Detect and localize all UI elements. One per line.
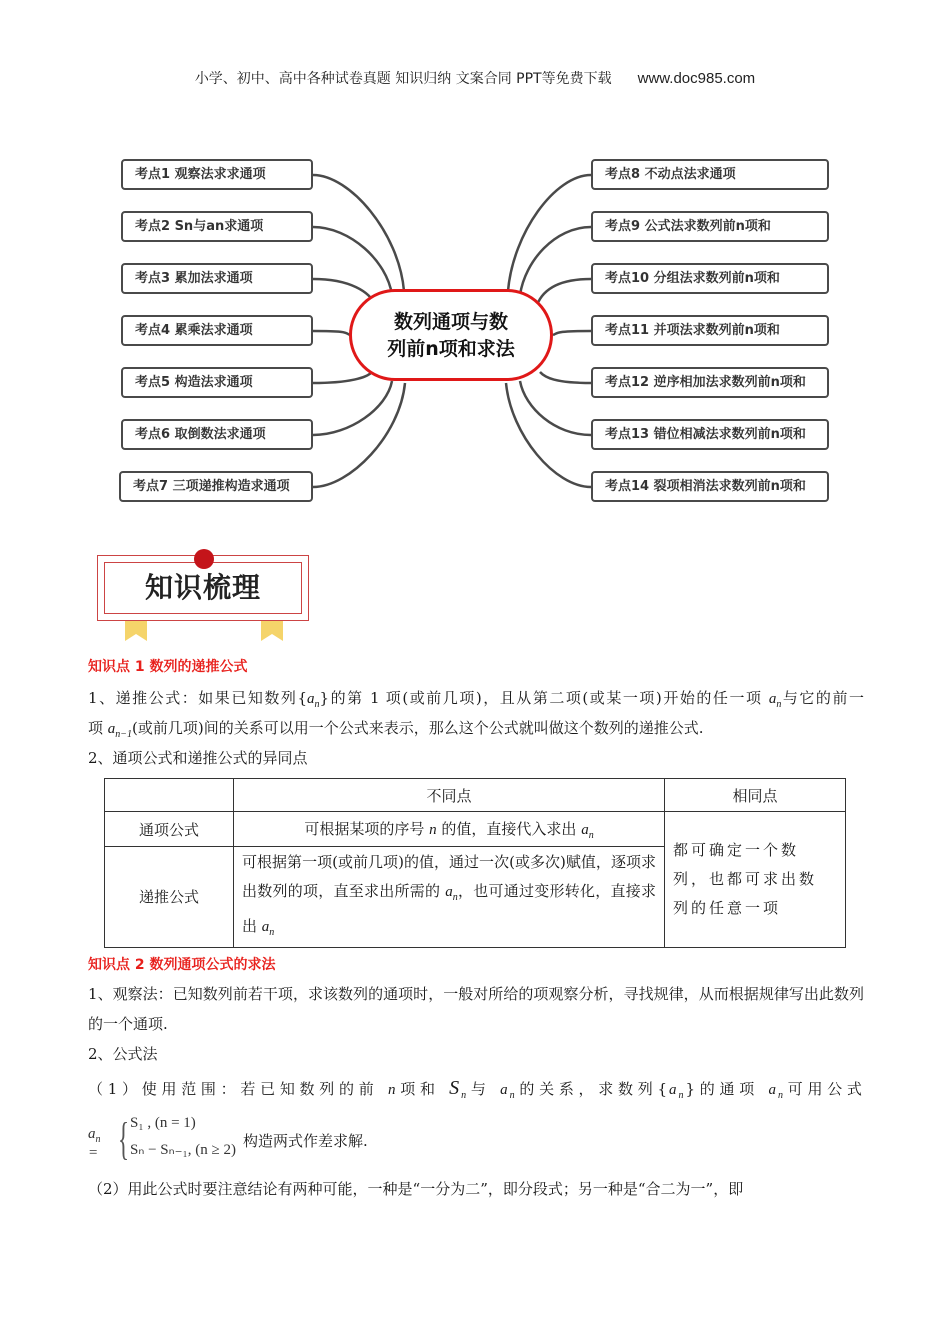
mindmap-node-13: 考点13 错位相减法求数列前n项和	[591, 419, 829, 450]
connector-left-6	[313, 381, 392, 435]
section2-paragraph1: 1、观察法：已知数列前若干项，求该数列的通项时，一般对所给的项观察分析，寻找规律，从而根据规律写出此数列的一个通项.	[88, 985, 864, 1033]
text: 与它的前一	[781, 689, 864, 707]
mindmap-node-7: 考点7 三项递推构造求通项	[119, 471, 313, 502]
connector-right-4	[553, 331, 591, 335]
math: n	[314, 699, 320, 710]
math: a	[581, 821, 589, 838]
text: 的通项	[697, 1080, 759, 1098]
mindmap-node-1: 考点1 观察法求求通项	[121, 159, 313, 190]
math: a	[500, 1082, 510, 1098]
math: n	[776, 699, 782, 710]
mindmap-node-4: 考点4 累乘法求通项	[121, 315, 313, 346]
table-row	[105, 812, 846, 847]
mindmap-node-3: 考点3 累加法求通项	[121, 263, 313, 294]
mindmap-node-9: 考点9 公式法求数列前n项和	[591, 211, 829, 242]
connector-right-5	[540, 372, 591, 383]
math: n	[387, 1082, 398, 1098]
mindmap-center-topic	[349, 289, 553, 381]
connector-right-3	[537, 279, 591, 305]
text: 可根据第一项(或前几项)的值，通过一次(或多次)赋值，逐项求出数列的项，直至求出所需的	[242, 852, 656, 900]
table-header-cell: 相同点	[665, 779, 846, 812]
table-cell-label: 递推公式	[105, 847, 234, 948]
text: ，也可通过变形转化，直接求出	[242, 881, 656, 935]
math: n	[452, 891, 458, 903]
math: n−1	[115, 729, 133, 740]
text: 1、递推公式：如果已知数列	[88, 689, 298, 707]
math: a	[88, 1126, 96, 1142]
text: 的关系，求数列	[516, 1080, 658, 1098]
connector-right-1	[508, 175, 591, 291]
mindmap-node-12: 考点12 逆序相加法求数列前n项和	[591, 367, 829, 398]
math: a	[768, 1082, 778, 1098]
math: n	[461, 1090, 469, 1101]
section1-paragraph2: 2、通项公式和递推公式的异同点	[88, 749, 308, 767]
section-banner	[97, 553, 311, 641]
banner-title: 知识梳理	[104, 562, 302, 614]
text: 与	[468, 1080, 491, 1098]
text: (或前几项)间的关系可以用一个公式来表示，那么这个公式就叫做这个数列的递推公式.	[132, 719, 704, 737]
mindmap-node-6: 考点6 取倒数法求通项	[121, 419, 313, 450]
math: n	[269, 926, 275, 938]
ribbon-icon-right	[261, 621, 283, 641]
connector-left-5	[313, 372, 372, 383]
math: a	[768, 691, 777, 707]
math: n	[588, 829, 594, 841]
table-cell-same: 都可确定一个数列，也都可求出数列的任意一项	[665, 812, 846, 948]
math: a	[669, 1082, 679, 1098]
text: 可用公式	[785, 1080, 864, 1098]
connector-right-6	[520, 381, 591, 435]
comparison-table	[104, 778, 846, 948]
section1-paragraph1: 1、递推公式：如果已知数列$\{a_n\}$的第 1 项(或前几项)，且从第二项(或某一项)开始的任一项 $a_n$与它的前一	[88, 689, 864, 710]
section1-title: 知识点 1 数列的递推公式	[88, 659, 248, 675]
header-site-link[interactable]: www.doc985.com	[637, 70, 756, 87]
math: a	[107, 721, 116, 737]
math: S	[449, 1077, 462, 1099]
math: a	[445, 883, 453, 900]
text: （1）使用范围：若已知数列的前	[88, 1080, 379, 1098]
brace-icon: {	[118, 1113, 130, 1164]
table-header-cell	[105, 779, 234, 812]
text: 可根据某项的序号	[304, 819, 425, 838]
banner-dot-icon	[194, 549, 214, 569]
formula-case2: Sₙ − Sₙ₋₁, (n ≥ 2)	[130, 1142, 236, 1158]
table-header-cell: 不同点	[234, 779, 665, 812]
mindmap-node-8: 考点8 不动点法求通项	[591, 159, 829, 190]
center-topic-line1: 数列通项与数	[393, 311, 508, 333]
connector-left-1	[313, 175, 404, 291]
section2-paragraph3: （1）使用范围：若已知数列的前 n项和 $S_n$与 $a_n$的关系，求数列$\{a_n\}$的通项 $a_n$可用公式	[88, 1077, 864, 1101]
text: 项和	[397, 1080, 440, 1098]
mindmap-node-10: 考点10 分组法求数列前n项和	[591, 263, 829, 294]
connector-left-4	[313, 331, 350, 335]
table-cell-label: 通项公式	[105, 812, 234, 847]
section2-title: 知识点 2 数列通项公式的求法	[88, 957, 276, 973]
ribbon-icon-left	[125, 621, 147, 641]
formula-lhs: $a_n$ =	[88, 1126, 101, 1161]
math: n	[509, 1090, 517, 1101]
math: a	[261, 918, 270, 935]
table-cell	[234, 847, 665, 948]
formula-case1: S₁ , (n = 1)	[130, 1115, 196, 1131]
mindmap-node-11: 考点11 并项法求数列前n项和	[591, 315, 829, 346]
mindmap-node-14: 考点14 裂项相消法求数列前n项和	[591, 471, 829, 502]
center-topic-line2: 列前n项和求法	[387, 338, 515, 360]
mindmap-node-2: 考点2 Sn与an求通项	[121, 211, 313, 242]
text: 的第 1 项(或前几项)，且从第二项(或某一项)开始的任一项	[329, 689, 763, 707]
mindmap-node-5: 考点5 构造法求通项	[121, 367, 313, 398]
math: a	[307, 691, 315, 707]
section2-paragraph2: 2、公式法	[88, 1045, 158, 1063]
section2-paragraph4: （2）用此公式时要注意结论有两种可能，一种是“一分为二”，即分段式；另一种是“合二为一”，即	[88, 1180, 744, 1198]
text: 项	[88, 719, 104, 737]
table-header-row	[105, 779, 846, 812]
formula-tail: 构造两式作差求解.	[243, 1132, 368, 1150]
table-cell	[234, 812, 665, 847]
math: n	[429, 821, 437, 838]
math: n	[778, 1090, 785, 1101]
mind-map	[0, 0, 950, 540]
header-text: 小学、初中、高中各种试卷真题 知识归纳 文案合同 PPT等免费下载	[194, 71, 612, 87]
text: 的值，直接代入求出	[441, 819, 577, 838]
math: n	[678, 1090, 686, 1101]
